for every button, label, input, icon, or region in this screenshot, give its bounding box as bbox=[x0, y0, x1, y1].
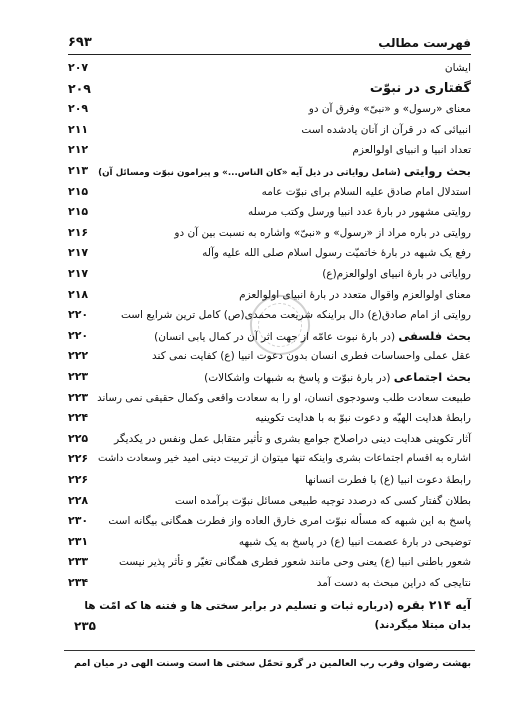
toc-entry-text: گفتاری در نبوّت bbox=[369, 80, 471, 96]
toc-entry-text: بطلان گفتار کسی که درصدد توجیه طبیعی مسائل نبوّت برآمده است bbox=[174, 494, 471, 507]
toc-entry-title bbox=[239, 287, 471, 303]
toc-entry-page: ۲۳۰ bbox=[68, 514, 89, 528]
toc-entry-text: پاسخ به این شبهه که مسأله نبوّت امری خارق العاده واز فطرت همگانی بیگانه است bbox=[108, 515, 471, 528]
toc-entry-title bbox=[255, 410, 471, 426]
toc-entry-page: ۲۱۷ bbox=[68, 246, 89, 260]
toc-entry-page: ۲۲۰ bbox=[68, 308, 89, 322]
toc-entry-title bbox=[262, 184, 471, 200]
toc-entry bbox=[68, 491, 471, 511]
toc-entry-text: روایاتی در بارۀ انبیای اولوالعزم(ع) bbox=[322, 268, 471, 280]
toc-entry-title bbox=[154, 328, 471, 345]
toc-entry-page: ۲۱۱ bbox=[68, 122, 89, 136]
toc-entry bbox=[68, 552, 471, 572]
toc-entry bbox=[68, 202, 471, 222]
toc-entry-title bbox=[114, 431, 471, 447]
toc-entry-title bbox=[97, 390, 471, 406]
toc-entry-page: ۲۱۵ bbox=[68, 184, 89, 198]
toc-entry-text: رابطۀ دعوت انبیا (ع) با فطرت انسانها bbox=[304, 474, 471, 486]
toc-entry bbox=[68, 182, 471, 202]
toc-entry-page: ۲۱۲ bbox=[68, 143, 89, 157]
toc-entry-page: ۲۲۴ bbox=[68, 411, 89, 425]
toc-entry-title bbox=[305, 472, 471, 488]
toc-entry-title bbox=[204, 369, 471, 386]
toc-entry-page: ۲۳۳ bbox=[68, 555, 89, 569]
toc-entry-title bbox=[352, 142, 471, 158]
toc-entry-text: استدلال امام صادق علیه السلام برای نبوّت عامه bbox=[261, 185, 471, 198]
toc-entry bbox=[68, 429, 471, 449]
toc-entry-title bbox=[309, 101, 471, 117]
toc-entry-title bbox=[119, 554, 471, 570]
toc-entry bbox=[68, 408, 471, 428]
toc-entry-text: (در بارۀ نبوّت و پاسخ به شبهات واشکالات) bbox=[204, 372, 394, 384]
toc-entry-page: ۲۱۳ bbox=[68, 164, 89, 177]
toc-entry-text: معنای اولوالعزم واقوال متعدد در بارۀ انبیای اولوالعزم bbox=[239, 288, 471, 301]
toc-entry-title bbox=[445, 60, 471, 76]
toc-entry-title bbox=[98, 451, 471, 467]
toc-entry-page: ۲۰۹ bbox=[68, 102, 89, 116]
toc-entry-title bbox=[239, 534, 471, 550]
toc-entry bbox=[68, 470, 471, 490]
toc-entry bbox=[68, 388, 471, 408]
toc-entry-lead: بحث فلسفی bbox=[398, 328, 471, 343]
toc-entry bbox=[68, 285, 471, 305]
toc-entry-text: نتایجی که دراین مبحث به دست آمد bbox=[316, 577, 471, 589]
toc-entry-page: ۲۱۶ bbox=[68, 225, 89, 239]
toc-entry-page: ۲۳۱ bbox=[68, 534, 89, 548]
toc-entry-title bbox=[301, 122, 471, 138]
toc-entry-page: ۲۲۲ bbox=[68, 349, 89, 363]
toc-entry-verse-214 bbox=[68, 596, 471, 635]
toc-entry-text: عقل عملی واحساسات فطری انسان بدون دعوت انبیا (ع) کفایت نمی کند bbox=[152, 350, 471, 363]
toc-entry-page: ۲۲۳ bbox=[68, 390, 89, 404]
toc-entry-text: آثار تکوینی هدایت دینی دراصلاح جوامع بشری و تأثیر متقابل عمل ونفس در یکدیگر bbox=[114, 432, 471, 445]
footer-continuation-text: بهشت رضوان وقرب رب العالمین در گرو تحمّل سختی ها است وسنت الهی در میان امم bbox=[74, 658, 471, 669]
toc-entry-text: (در بارۀ نبوت عامّه از جهت اثر آن در کمال یابی انسان) bbox=[154, 330, 399, 343]
toc-entry-text: شعور باطنی انبیا (ع) یعنی وحی مانند شعور فطری همگانی تغیّر و تأثر پذیر نیست bbox=[118, 556, 471, 569]
toc-entry bbox=[68, 243, 471, 263]
toc-entry bbox=[68, 449, 471, 469]
toc-entry-page: ۲۰۹ bbox=[68, 80, 91, 96]
toc-entry-page: ۲۲۶ bbox=[68, 452, 89, 466]
toc-entry bbox=[68, 305, 471, 325]
toc-entry-title bbox=[152, 348, 471, 364]
toc-entry bbox=[68, 532, 471, 552]
toc-entry-title bbox=[108, 513, 471, 529]
toc-entry bbox=[68, 346, 471, 366]
verse-entry-text: (درباره ثبات و تسلیم در برابر سختی ها و فتنه ها که امّت ها بدان مبتلا میگردند) bbox=[84, 599, 471, 631]
toc-entry-title bbox=[202, 245, 471, 261]
toc-entry-page: ۲۰۷ bbox=[68, 61, 89, 74]
toc-entry-text: (شامل روایاتی در ذیل آیه «کان الناس...» و پیرامون نبوّت ومسائل آن) bbox=[98, 168, 404, 178]
toc-entry-title bbox=[370, 81, 471, 97]
toc-entry-page: ۲۲۳ bbox=[68, 370, 89, 383]
toc-entry-text: معنای «رسول» و «نبیّ» وفرق آن دو bbox=[308, 103, 471, 116]
toc-entry-text: تعداد انبیا و انبیای اولوالعزم bbox=[352, 144, 471, 157]
toc-entry bbox=[68, 120, 471, 140]
toc-entry-title bbox=[248, 204, 471, 220]
toc-entry-text: توضیحی در بارۀ عصمت انبیا (ع) در پاسخ به یک شبهه bbox=[238, 535, 471, 548]
toc-entry-title bbox=[121, 307, 471, 323]
toc-entry bbox=[68, 58, 471, 78]
toc-entry bbox=[68, 511, 471, 531]
toc-entry-page: ۲۲۸ bbox=[68, 493, 89, 507]
toc-entry-title bbox=[175, 493, 471, 509]
toc-entry-text: انبیائی که در قرآن از آنان یادشده است bbox=[301, 123, 471, 136]
toc-entry-page: ۲۱۵ bbox=[68, 205, 89, 219]
toc-section-heading bbox=[68, 79, 471, 99]
toc-entry bbox=[68, 140, 471, 160]
toc-entry-page: ۲۳۴ bbox=[68, 576, 89, 589]
toc-entry-title bbox=[98, 163, 471, 181]
toc-entry bbox=[68, 223, 471, 243]
toc-entry-page: ۲۱۷ bbox=[68, 267, 89, 280]
toc-entry-text: ایشان bbox=[444, 62, 471, 74]
toc-entry-text: رفع یک شبهه در بارۀ خاتمیّت رسول اسلام صلی الله علیه وآله bbox=[202, 247, 471, 260]
toc-entry-lead: بحث روایتی bbox=[403, 164, 471, 178]
toc-entry-text: روایتی از امام صادق(ع) دال براینکه شریعت محمدی(ص) کامل ترین شرایع است bbox=[120, 309, 471, 322]
toc-entry-page: ۲۲۵ bbox=[68, 431, 89, 445]
toc-entry-title bbox=[317, 575, 471, 591]
toc-entry bbox=[68, 264, 471, 284]
toc-entry bbox=[68, 326, 471, 346]
toc-entry-text: طبیعت سعادت طلب وسودجوی انسان، او را به سعادت واقعی وکمال حقیقی نمی رساند bbox=[97, 391, 471, 404]
verse-entry-page: ۲۳۵ bbox=[74, 618, 96, 633]
toc-entry-page: ۲۲۶ bbox=[68, 473, 89, 486]
toc-entry bbox=[68, 99, 471, 119]
toc-entry-lead: بحث اجتماعی bbox=[393, 370, 471, 384]
toc-entry bbox=[68, 367, 471, 387]
toc-entry-text: اشاره به اقسام اجتماعات بشری واینکه تنها میتوان از تربیت دینی امید خیر وسعادت داشت bbox=[98, 453, 471, 465]
footer-divider bbox=[64, 650, 475, 651]
toc-entry-title bbox=[174, 225, 471, 241]
toc-entry-page: ۲۲۰ bbox=[68, 328, 89, 342]
toc-entry-text: روایتی در باره مراد از «رسول» و «نبیّ» واشاره به نسبت بین آن دو bbox=[174, 226, 471, 239]
toc-entry-page: ۲۱۸ bbox=[68, 287, 89, 301]
header-title: فهرست مطالب bbox=[378, 36, 471, 50]
toc-entry-text: روایتی مشهور در بارۀ عدد انبیا ورسل وکتب مرسله bbox=[248, 206, 471, 219]
toc-entry bbox=[68, 161, 471, 181]
toc-entry bbox=[68, 573, 471, 593]
verse-entry-lead: آیه ۲۱۴ بقره bbox=[397, 597, 471, 612]
header-page-number: ۶۹۳ bbox=[68, 35, 92, 50]
toc-entry-title bbox=[322, 266, 471, 282]
toc-entry-text: رابطۀ هدایت الهیّه و دعوت نبوّ به با هدایت تکوینیه bbox=[255, 412, 471, 425]
